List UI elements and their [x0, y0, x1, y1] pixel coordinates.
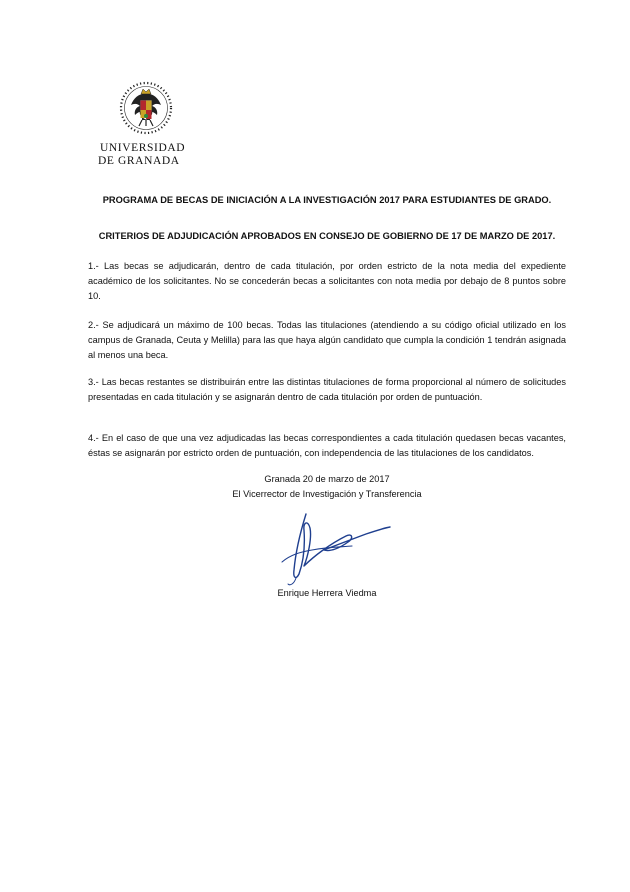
signer-title: El Vicerrector de Investigación y Transferencia: [232, 489, 422, 499]
handwritten-signature: [270, 500, 400, 590]
university-seal-icon: [118, 80, 174, 136]
university-logo: [98, 80, 194, 172]
university-name-line2: DE GRANADA: [98, 155, 180, 167]
document-subtitle: CRITERIOS DE ADJUDICACIÓN APROBADOS EN CONSEJO DE GOBIERNO DE 17 DE MARZO DE 2017.: [98, 231, 556, 241]
criterion-paragraph: 1.- Las becas se adjudicarán, dentro de cada titulación, por orden estricto de la nota media del expediente académico de los solicitantes. No se concederán becas a solicitantes con nota media por debajo de 8 puntos sobre 10.: [88, 261, 566, 301]
university-name-line1: UNIVERSIDAD: [100, 142, 186, 154]
signer-name: Enrique Herrera Viedma: [277, 588, 377, 598]
criterion-paragraph: 3.- Las becas restantes se distribuirán entre las distintas titulaciones de forma proporcional al número de solicitudes presentadas en cada titulación y se asignarán dentro de cada titulación por orden de puntuación.: [88, 377, 566, 402]
criterion-paragraph: 2.- Se adjudicará un máximo de 100 becas. Todas las titulaciones (atendiendo a su código oficial utilizado en los campus de Granada, Ceuta y Melilla) para las que haya algún candidato que cumpla la condición 1 tendrán asignada al menos una beca.: [88, 320, 566, 360]
university-name: [98, 142, 194, 168]
criterion-paragraph: 4.- En el caso de que una vez adjudicadas las becas correspondientes a cada titulación quedasen becas vacantes, éstas se asignarán por estricto orden de puntuación, con independencia de las titulaciones de los candidatos.: [88, 433, 566, 458]
document-title: PROGRAMA DE BECAS DE INICIACIÓN A LA INVESTIGACIÓN 2017 PARA ESTUDIANTES DE GRADO.: [102, 195, 552, 205]
place-date: Granada 20 de marzo de 2017: [264, 474, 390, 484]
